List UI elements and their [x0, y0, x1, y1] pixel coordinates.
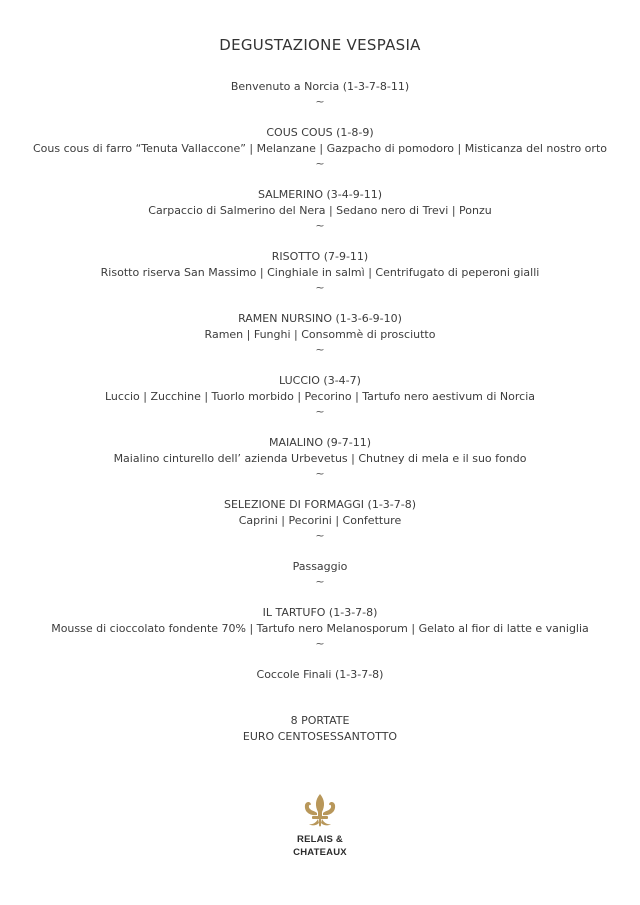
course-name: LUCCIO (3-4-7): [279, 374, 361, 387]
course-name: COUS COUS (1-8-9): [266, 126, 374, 139]
course-cous-cous: [0, 125, 640, 171]
course-salmerino: [0, 187, 640, 233]
separator: ~: [315, 343, 325, 356]
menu-body: [0, 79, 640, 683]
course-desc: Maialino cinturello dell’ azienda Urbevetus | Chutney di mela e il suo fondo: [113, 452, 527, 465]
price-amount: EURO CENTOSESSANTOTTO: [242, 730, 398, 743]
course-name: RAMEN NURSINO (1-3-6-9-10): [238, 312, 402, 325]
course-desc: Mousse di cioccolato fondente 70% | Tartufo nero Melanosporum | Gelato al fior di latte e vaniglia: [51, 622, 589, 635]
separator: ~: [315, 637, 325, 650]
course-desc: Cous cous di farro “Tenuta Vallaccone” | Melanzane | Gazpacho di pomodoro | Misticanza del nostro orto: [33, 142, 607, 155]
welcome-line: Benvenuto a Norcia (1-3-7-8-11): [230, 80, 410, 93]
course-formaggi: [0, 497, 640, 543]
separator: ~: [315, 219, 325, 232]
course-name: MAIALINO (9-7-11): [268, 436, 372, 449]
separator: ~: [315, 281, 325, 294]
separator: ~: [315, 467, 325, 480]
course-desc: Ramen | Funghi | Consommè di prosciutto: [204, 328, 436, 341]
course-maialino: [0, 435, 640, 481]
passage-line: Passaggio: [292, 560, 348, 573]
course-desc: Luccio | Zucchine | Tuorlo morbido | Pecorino | Tartufo nero aestivum di Norcia: [104, 390, 535, 403]
courses-count: 8 PORTATE: [290, 714, 350, 727]
course-name: SELEZIONE DI FORMAGGI (1-3-7-8): [223, 498, 417, 511]
menu-title: DEGUSTAZIONE VESPASIA: [219, 36, 421, 54]
fleur-de-lis-icon: [300, 792, 340, 832]
relais-chateaux-logo: [280, 792, 360, 858]
course-name: RISOTTO (7-9-11): [271, 250, 369, 263]
separator: ~: [315, 157, 325, 170]
logo-line2: CHATEAUX: [293, 847, 347, 858]
course-ramen: [0, 311, 640, 357]
course-risotto: [0, 249, 640, 295]
separator: ~: [315, 529, 325, 542]
course-tartufo: [0, 605, 640, 651]
separator: ~: [315, 575, 325, 588]
course-desc: Carpaccio di Salmerino del Nera | Sedano nero di Trevi | Ponzu: [148, 204, 492, 217]
separator: ~: [315, 405, 325, 418]
course-desc: Risotto riserva San Massimo | Cinghiale in salmì | Centrifugato di peperoni gialli: [100, 266, 540, 279]
course-name: SALMERINO (3-4-9-11): [257, 188, 383, 201]
course-desc: Caprini | Pecorini | Confetture: [238, 514, 402, 527]
course-name: IL TARTUFO (1-3-7-8): [262, 606, 378, 619]
course-luccio: [0, 373, 640, 419]
logo-line1: RELAIS &: [297, 834, 343, 845]
price-block: [0, 713, 640, 745]
course-passaggio: [0, 559, 640, 589]
separator: ~: [315, 95, 325, 108]
finale-line: Coccole Finali (1-3-7-8): [256, 668, 384, 681]
